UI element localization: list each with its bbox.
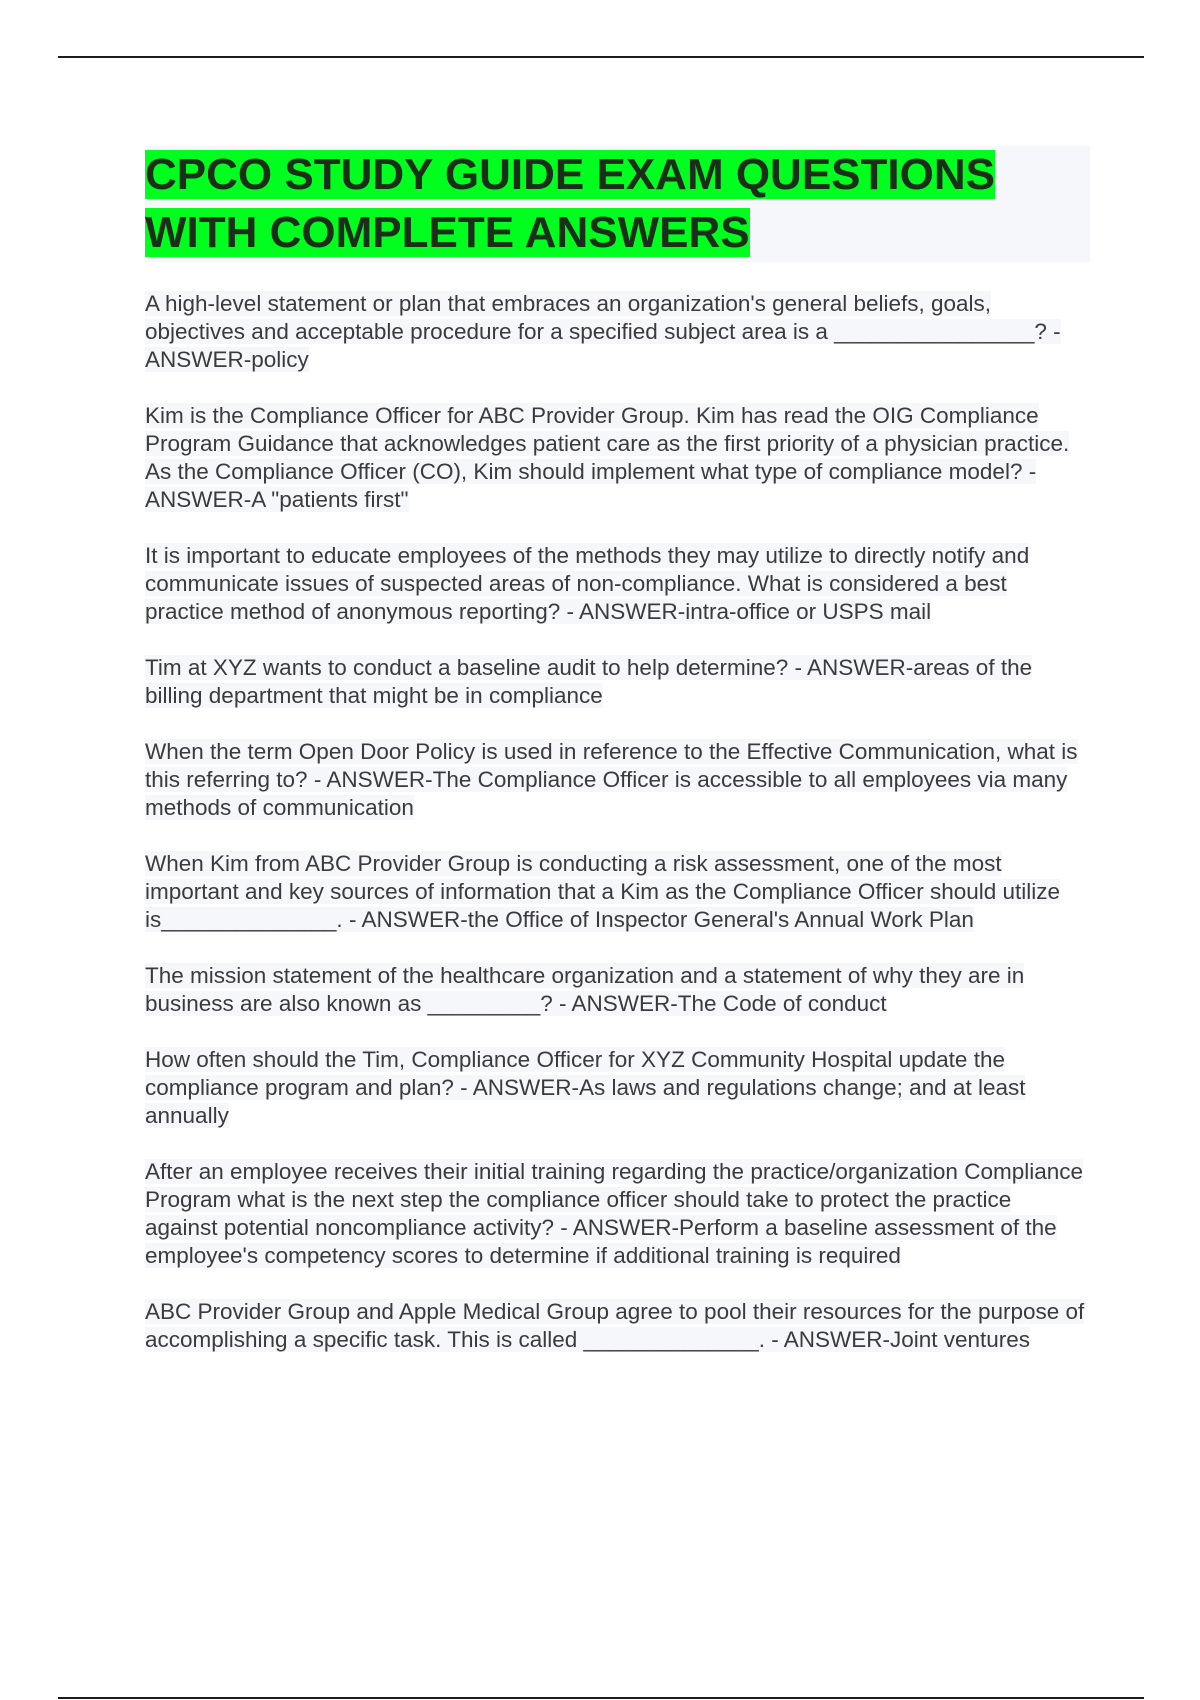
top-rule [58,56,1144,58]
qa-item-9 [145,1158,1090,1270]
qa-item-7 [145,962,1090,1018]
title-text: CPCO STUDY GUIDE EXAM QUESTIONS WITH COMPLETE ANSWERS [145,150,995,257]
qa-text: Tim at XYZ wants to conduct a baseline audit to help determine? - ANSWER-areas of the billing department that might be in compliance [145,655,1033,708]
qa-text: ABC Provider Group and Apple Medical Group agree to pool their resources for the purpose of accomplishing a specific task. This is called ______________. - ANSWER-Joint ventures [145,1299,1085,1352]
document-title [145,146,1090,262]
document-body [145,146,1090,1382]
qa-text: Kim is the Compliance Officer for ABC Provider Group. Kim has read the OIG Compliance Program Guidance that acknowledges patient care as the first priority of a physician practice. As the Compliance Officer (CO), Kim should implement what type of compliance model? - ANSWER-A "patients first" [145,403,1070,512]
bottom-rule [58,1697,1144,1699]
qa-text: The mission statement of the healthcare organization and a statement of why they are in business are also known as _________? - ANSWER-The Code of conduct [145,963,1025,1016]
qa-text: When Kim from ABC Provider Group is conducting a risk assessment, one of the most important and key sources of information that a Kim as the Compliance Officer should utilize is______________. - ANSWER-the Office of Inspector General's Annual Work Plan [145,851,1061,932]
qa-item-3 [145,542,1090,626]
qa-list [145,290,1090,1354]
qa-text: After an employee receives their initial training regarding the practice/organization Compliance Program what is the next step the compliance officer should take to protect the practice against potential noncompliance activity? - ANSWER-Perform a baseline assessment of the employee's competency scores to determine if additional training is required [145,1159,1084,1268]
qa-item-1 [145,290,1090,374]
qa-text: How often should the Tim, Compliance Officer for XYZ Community Hospital update the compliance program and plan? - ANSWER-As laws and regulations change; and at least annually [145,1047,1026,1128]
qa-item-10 [145,1298,1090,1354]
qa-item-6 [145,850,1090,934]
qa-text: When the term Open Door Policy is used in reference to the Effective Communication, what is this referring to? - ANSWER-The Compliance Officer is accessible to all employees via many methods of communication [145,739,1078,820]
qa-item-8 [145,1046,1090,1130]
qa-item-4 [145,654,1090,710]
qa-item-5 [145,738,1090,822]
qa-text: A high-level statement or plan that embraces an organization's general beliefs, goals, objectives and acceptable procedure for a specified subject area is a ________________? - ANSWER-policy [145,291,1061,372]
qa-text: It is important to educate employees of the methods they may utilize to directly notify and communicate issues of suspected areas of non-compliance. What is considered a best practice method of anonymous reporting? - ANSWER-intra-office or USPS mail [145,543,1030,624]
qa-item-2 [145,402,1090,514]
